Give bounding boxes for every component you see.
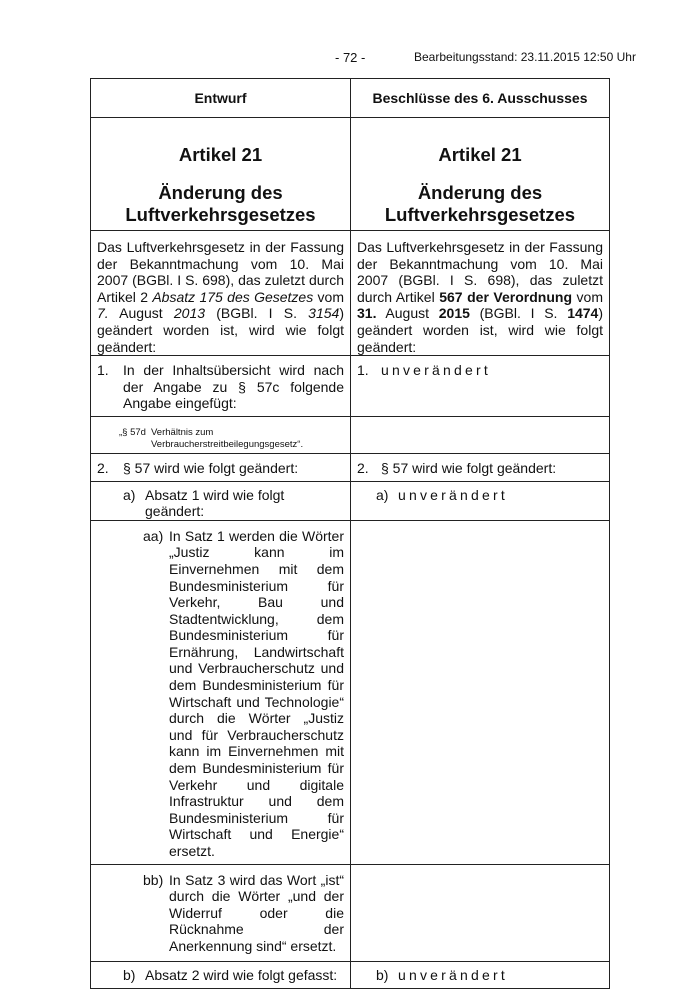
left-article-title: Änderung des Luftverkehrsgesetzes (125, 182, 316, 225)
item-text: § 57 wird wie folgt geändert: (123, 459, 299, 476)
sub-text: unverändert (398, 486, 508, 503)
right-article-heading (351, 118, 610, 231)
left-intro (91, 231, 351, 356)
left-item-2 (91, 453, 351, 481)
left-article-heading (91, 118, 351, 231)
sub-text: Absatz 2 wird wie folgt gefasst: (145, 966, 338, 983)
right-article-number: Artikel 21 (438, 144, 522, 165)
item-number: 1. (357, 362, 369, 379)
right-item-2 (351, 453, 610, 481)
right-article-title: Änderung des Luftverkehrsgesetzes (384, 182, 576, 225)
right-empty-cell (351, 864, 610, 961)
column-header-committee: Beschlüsse des 6. Ausschusses (351, 79, 610, 118)
sub-text: In Satz 1 werden die Wörter „Justiz kann im Einvernehmen mit dem Bundesministerium für Verkehr, Bau und Stadtentwicklung, dem Bundesministerium für Ernährung, Landwirtschaft und Verbraucherschutz und dem Bundesministerium für Wirtschaft und Technologie“ durch die Wörter „Justiz und für Verbraucherschutz kann im Einvernehmen mit dem Bundesministerium für Verkehr und digitale Infrastruktur und dem Bundesministerium für Wirtschaft und Energie“ ersetzt. (169, 527, 344, 859)
sub-text: Absatz 1 wird wie folgt geändert: (145, 486, 285, 520)
sub-text: In Satz 3 wird das Wort „ist“ durch die Wörter „und der Widerruf oder die Rücknahme der Anerkennung sind“ ersetzt. (169, 871, 344, 954)
column-header-draft: Entwurf (91, 79, 351, 118)
item-number: 2. (357, 459, 369, 476)
left-article-number: Artikel 21 (178, 144, 263, 165)
sub-text: unverändert (398, 966, 508, 983)
item-number: 1. (97, 362, 109, 379)
item-text: § 57 wird wie folgt geändert: (381, 459, 557, 476)
item-number: 2. (97, 459, 109, 476)
sub-number: a) (123, 486, 136, 503)
sub-number: bb) (143, 871, 164, 888)
page-number: - 72 - (335, 50, 366, 65)
left-sub-a (91, 481, 351, 520)
edit-status: Bearbeitungsstand: 23.11.2015 12:50 Uhr (414, 50, 636, 64)
sub-number: b) (376, 966, 389, 983)
left-sub-aa (91, 520, 351, 864)
right-item-1 (351, 356, 610, 417)
left-sub-b (91, 961, 351, 988)
left-item-1 (91, 356, 351, 417)
right-intro-text: Das Luftverkehrsgesetz in der Fassung der Bekanntmachung vom 10. Mai 2007 (BGBl. I S. 698), das zuletzt durch Artikel 567 der Verordnung vom 31. August 2015 (BGBl. I S. 1474) geändert worden ist, wird wie folgt geändert: (357, 239, 604, 355)
right-sub-b (351, 961, 610, 988)
right-intro (351, 231, 610, 356)
right-sub-a (351, 481, 610, 520)
item-text: In der Inhaltsübersicht wird nach der Angabe zu § 57c folgende Angabe eingefügt: (123, 362, 344, 412)
sub-number: a) (376, 486, 389, 503)
quote-section: „§ 57d (119, 426, 146, 438)
left-item-1-quote (91, 416, 351, 453)
right-empty-cell (351, 416, 610, 453)
sub-number: aa) (143, 527, 164, 544)
quote-text: Verhältnis zum Verbraucherstreitbeilegungsgesetz“. (151, 426, 304, 450)
left-intro-text: Das Luftverkehrsgesetz in der Fassung der Bekanntmachung vom 10. Mai 2007 (BGBl. I S. 698), das zuletzt durch Artikel 2 Absatz 175 des Gesetzes vom 7. August 2013 (BGBl. I S. 3154) geändert worden ist, wird wie folgt geändert: (97, 239, 344, 355)
right-empty-cell (351, 520, 610, 864)
item-text: unverändert (381, 362, 491, 379)
sub-number: b) (123, 966, 136, 983)
synopsis-table (90, 78, 610, 989)
left-sub-bb (91, 864, 351, 961)
